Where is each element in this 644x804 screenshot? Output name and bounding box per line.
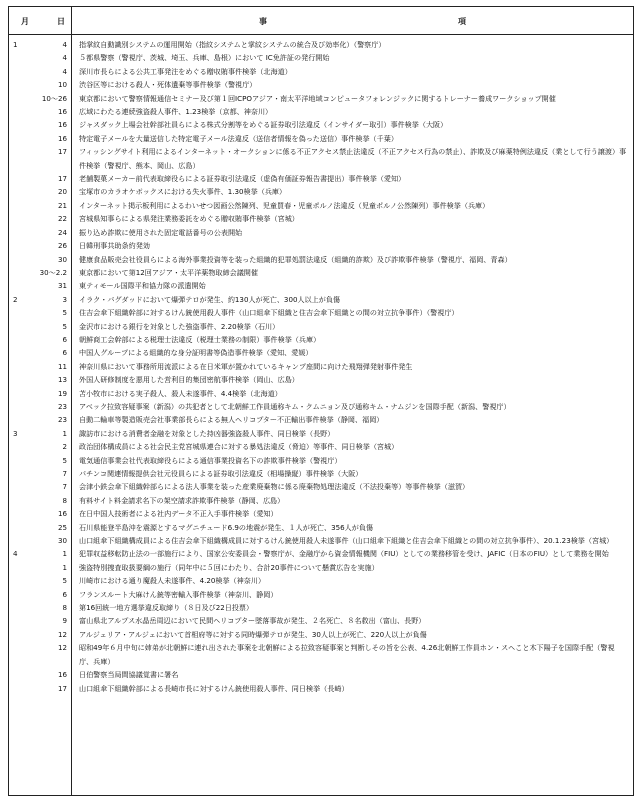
table-row bbox=[9, 427, 633, 440]
table-row bbox=[9, 145, 633, 172]
day-cell: 6 bbox=[62, 334, 67, 344]
table-row bbox=[9, 494, 633, 507]
event-cell: 自動二輪車等製造販売会社事業部長らによる無人ヘリコプター不正輸出事件検挙（静岡、福岡） bbox=[79, 415, 384, 425]
table-row bbox=[9, 668, 633, 681]
day-cell: 13 bbox=[57, 375, 67, 385]
event-cell: 川崎市における通り魔殺人未遂事件、4.20検挙（神奈川） bbox=[79, 576, 266, 586]
table-row bbox=[9, 480, 633, 493]
day-cell: 12 bbox=[57, 643, 67, 653]
event-cell: 住吉会傘下組織幹部に対するけん銃使用殺人事件（山口組傘下組織と住吉会傘下組織との間の対立抗争事件）（警視庁） bbox=[79, 308, 459, 318]
table-row bbox=[9, 172, 633, 185]
day-cell: 16 bbox=[57, 509, 67, 519]
table-row bbox=[9, 588, 633, 601]
event-cell: 健康食品販売会社役員らによる海外事業投資等を装った組織的犯罪処罰法違反（組織的詐欺）及び詐欺事件検挙（警視庁、福岡、青森） bbox=[79, 254, 512, 264]
event-cell: 政治団体構成員による社会民主党宮城県連合に対する暴処法違反（脅迫）等事件、同日検挙（宮城） bbox=[79, 442, 399, 452]
event-cell: 富山県北アルプス水晶岳周辺において民間ヘリコプター墜落事故が発生、２名死亡、８名救出（富山、長野） bbox=[79, 616, 426, 626]
table-header bbox=[9, 7, 633, 35]
event-cell: 東京都において警察情報通信セミナー及び第１回ICPOアジア・南太平洋地域コンピュータフォレンジックに関するトレーナー養成ワークショップ開催 bbox=[79, 93, 556, 103]
event-cell: 振り込め詐欺に使用された固定電話番号の公表開始 bbox=[79, 227, 243, 237]
table-row bbox=[9, 467, 633, 480]
day-cell: 2 bbox=[62, 442, 67, 452]
table-row bbox=[9, 185, 633, 198]
table-row bbox=[9, 92, 633, 105]
table-row bbox=[9, 601, 633, 614]
table-row bbox=[9, 51, 633, 64]
day-cell: 23 bbox=[57, 415, 67, 425]
event-cell: 有料サイト料金請求名下の架空請求詐欺事件検挙（静岡、広島） bbox=[79, 495, 285, 505]
day-cell: 16 bbox=[57, 107, 67, 117]
table-row bbox=[9, 521, 633, 534]
month-cell: 2 bbox=[13, 294, 18, 304]
day-cell: 6 bbox=[62, 348, 67, 358]
event-cell: インターネット掲示板利用によるわいせつ図画公然陳列、児童買春・児童ポルノ法違反（児童ポルノ公然陳列）事件検挙（兵庫） bbox=[79, 200, 490, 210]
table-row bbox=[9, 333, 633, 346]
table-row bbox=[9, 561, 633, 574]
day-cell: 5 bbox=[62, 455, 67, 465]
event-cell: 強盗特別捜査取扱要綱の施行（同年中に５回にわたり、合計20事件について懸賞広告を実施） bbox=[79, 562, 379, 572]
day-cell: 12 bbox=[57, 629, 67, 639]
table-row bbox=[9, 454, 633, 467]
event-cell: 石川県能登半島沖を震源とするマグニチュード6.9の地震が発生、１人が死亡、356人が負傷 bbox=[79, 522, 374, 532]
header-day: 日 bbox=[57, 17, 65, 26]
event-cell: 朝鮮商工会幹部による税理士法違反（税理士業務の制限）事件検挙（兵庫） bbox=[79, 334, 321, 344]
table-row bbox=[9, 239, 633, 252]
day-cell: 7 bbox=[62, 482, 67, 492]
event-cell: 山口組傘下組織幹部による長崎市長に対するけん銃使用殺人事件、同日検挙（長崎） bbox=[79, 683, 349, 693]
day-cell: 17 bbox=[57, 174, 67, 184]
day-cell: 3 bbox=[62, 294, 67, 304]
table-row bbox=[9, 360, 633, 373]
month-cell: 4 bbox=[13, 549, 18, 559]
table-row bbox=[9, 413, 633, 426]
header-month: 月 bbox=[21, 17, 29, 26]
table-row bbox=[9, 266, 633, 279]
event-cell: 指掌紋自動識別システムの運用開始（指紋システムと掌紋システムの統合及び効率化）（警察庁） bbox=[79, 40, 386, 49]
chronology-table bbox=[8, 6, 634, 796]
day-cell: 11 bbox=[57, 361, 67, 371]
event-cell: 渋谷区等における殺人・死体遺棄等事件検挙（警視庁） bbox=[79, 80, 257, 90]
table-row bbox=[9, 253, 633, 266]
event-cell: 神奈川県において事務所用流派による在日米軍が置かれているキャンプ座間に向けた飛翔弾発射事件発生 bbox=[79, 361, 413, 371]
day-cell: 25 bbox=[57, 522, 67, 532]
header-event-1: 事 bbox=[259, 17, 267, 26]
day-cell: 5 bbox=[62, 576, 67, 586]
table-row bbox=[9, 132, 633, 145]
event-cell: 苫小牧市における実子殺人、殺人未遂事件、4.4検挙（北海道） bbox=[79, 388, 282, 398]
table-row bbox=[9, 614, 633, 627]
event-cell: 特定電子メールを大量送信した特定電子メール法違反（送信者情報を偽った送信）事件検挙（千葉） bbox=[79, 133, 398, 143]
table-row bbox=[9, 38, 633, 51]
table-row bbox=[9, 547, 633, 560]
day-cell: 9 bbox=[62, 616, 67, 626]
event-cell: フランスルート大麻けん銃等密輸入事件検挙（神奈川、静岡） bbox=[79, 589, 278, 599]
event-cell: 老舗製菓メーカー前代表取締役らによる証券取引法違反（虚偽有価証券報告書提出）事件検挙（愛知） bbox=[79, 174, 406, 184]
event-cell: 深川市長らによる公共工事発注をめぐる贈収賄事件検挙（北海道） bbox=[79, 66, 292, 76]
day-cell: 10～26 bbox=[41, 93, 67, 103]
table-row bbox=[9, 387, 633, 400]
day-cell: 22 bbox=[57, 214, 67, 224]
header-event-2: 項 bbox=[458, 17, 466, 26]
table-row bbox=[9, 65, 633, 78]
day-cell: 5 bbox=[62, 308, 67, 318]
event-cell: 中国人グループによる組織的な身分証明書等偽造事件検挙（愛知、愛媛） bbox=[79, 348, 313, 358]
event-cell: ５都県警察（警視庁、茨城、埼玉、兵庫、島根）において IC免許証の発行開始 bbox=[79, 53, 330, 63]
event-cell: 諏訪市における消費者金融を対象とした持凶器強盗殺人事件、同日検挙（長野） bbox=[79, 428, 335, 438]
table-body bbox=[9, 38, 633, 695]
day-cell: 1 bbox=[62, 428, 67, 438]
table-row bbox=[9, 118, 633, 131]
table-row bbox=[9, 507, 633, 520]
event-cell: 日伯警察当局間協議覚書に署名 bbox=[79, 670, 179, 680]
day-cell: 16 bbox=[57, 670, 67, 680]
event-cell: 昭和49年６月中旬に姉弟が北朝鮮に連れ出された事案を北朝鮮による拉致容疑事案と判断しその旨を公表、4.26北朝鮮工作員ホン・スヘこと木下陽子を国際手配（警視庁、兵庫） bbox=[79, 643, 615, 666]
event-cell: 外国人研修制度を悪用した営利目的集団密航事件検挙（岡山、広島） bbox=[79, 375, 299, 385]
day-cell: 17 bbox=[57, 147, 67, 157]
table-row bbox=[9, 199, 633, 212]
table-row bbox=[9, 78, 633, 91]
day-cell: 20 bbox=[57, 187, 67, 197]
day-cell: 8 bbox=[62, 495, 67, 505]
month-cell: 3 bbox=[13, 428, 18, 438]
event-cell: アベック拉致容疑事案（新潟）の共犯者として北朝鮮工作員通称キム・クムニョン及び通称キム・ナムジンを国際手配（新潟、警視庁） bbox=[79, 401, 511, 411]
day-cell: 19 bbox=[57, 388, 67, 398]
table-row bbox=[9, 293, 633, 306]
day-cell: 6 bbox=[62, 589, 67, 599]
day-cell: 30 bbox=[57, 536, 67, 546]
event-cell: イラク・バグダッドにおいて爆弾テロが発生、約130人が死亡、300人以上が負傷 bbox=[79, 294, 341, 304]
event-cell: 広域にわたる連続強盗殺人事件、1.23検挙（京都、神奈川） bbox=[79, 107, 273, 117]
table-row bbox=[9, 320, 633, 333]
event-cell: 東京都において第12回アジア・太平洋薬物取締会議開催 bbox=[79, 267, 258, 277]
table-row bbox=[9, 682, 633, 695]
day-cell: 4 bbox=[62, 53, 67, 63]
table-row bbox=[9, 628, 633, 641]
day-cell: 17 bbox=[57, 683, 67, 693]
event-cell: 山口組傘下組織構成員による住吉会傘下組織構成員に対するけん銃使用殺人未遂事件（山口組傘下組織と住吉会傘下組織との間の対立抗争事件）、20.1.23検挙（宮城） bbox=[79, 536, 614, 546]
table-row bbox=[9, 373, 633, 386]
table-row bbox=[9, 574, 633, 587]
event-cell: 第16回統一地方選挙違反取締り（８日及び22日投票） bbox=[79, 603, 254, 613]
table-row bbox=[9, 534, 633, 547]
month-cell: 1 bbox=[13, 40, 18, 49]
table-row bbox=[9, 306, 633, 319]
table-row bbox=[9, 105, 633, 118]
day-cell: 21 bbox=[57, 200, 67, 210]
day-cell: 26 bbox=[57, 241, 67, 251]
event-cell: アルジェリア・アルジェにおいて首相府等に対する同時爆弾テロが発生、30人以上が死亡、220人以上が負傷 bbox=[79, 629, 427, 639]
table-row bbox=[9, 400, 633, 413]
day-cell: 8 bbox=[62, 603, 67, 613]
table-row bbox=[9, 440, 633, 453]
table-row bbox=[9, 641, 633, 668]
day-cell: 4 bbox=[62, 66, 67, 76]
event-cell: 会津小鉄会傘下組織幹部らによる法人事業を装った産業廃棄物に係る廃棄物処理法違反（不法投棄等）等事件検挙（滋賀） bbox=[79, 482, 470, 492]
day-cell: 30～2.2 bbox=[39, 267, 67, 277]
event-cell: 電気通信事業会社代表取締役らによる通信事業投資名下の詐欺事件検挙（警視庁） bbox=[79, 455, 342, 465]
day-cell: 4 bbox=[62, 40, 67, 49]
day-cell: 1 bbox=[62, 562, 67, 572]
table-row bbox=[9, 279, 633, 292]
event-cell: 宝塚市のカラオケボックスにおける失火事件、1.30検挙（兵庫） bbox=[79, 187, 287, 197]
event-cell: 在日中国人技術者による社内データ不正入手事件検挙（愛知） bbox=[79, 509, 278, 519]
day-cell: 31 bbox=[57, 281, 67, 291]
event-cell: 犯罪収益移転防止法の一部施行により、国家公安委員会・警察庁が、金融庁から資金情報機関（FIU）としての業務移管を受け、JAFIC（日本のFIU）として業務を開始 bbox=[79, 549, 609, 559]
day-cell: 16 bbox=[57, 133, 67, 143]
event-cell: 金沢市における銀行を対象とした強盗事件、2.20検挙（石川） bbox=[79, 321, 280, 331]
table-row bbox=[9, 346, 633, 359]
table-row bbox=[9, 212, 633, 225]
day-cell: 1 bbox=[62, 549, 67, 559]
event-cell: ジャスダック上場会社幹部社員らによる株式分割等をめぐる証券取引法違反（インサイダー取引）事件検挙（大阪） bbox=[79, 120, 448, 130]
day-cell: 24 bbox=[57, 227, 67, 237]
day-cell: 16 bbox=[57, 120, 67, 130]
table-row bbox=[9, 226, 633, 239]
event-cell: パチンコ関連情報提供会社元役員らによる証券取引法違反（相場操縦）事件検挙（大阪） bbox=[79, 469, 363, 478]
event-cell: 東ティモール国際平和協力隊の派遣開始 bbox=[79, 281, 206, 291]
day-cell: 23 bbox=[57, 401, 67, 411]
event-cell: 宮城県知事らによる県発注業務委託をめぐる贈収賄事件検挙（宮城） bbox=[79, 214, 299, 224]
day-cell: 7 bbox=[62, 469, 67, 478]
day-cell: 30 bbox=[57, 254, 67, 264]
day-cell: 10 bbox=[57, 80, 67, 90]
event-cell: 日韓刑事共助条約発効 bbox=[79, 241, 150, 251]
event-cell: フィッシングサイト利用によるインターネット・オークションに係る不正アクセス禁止法違反（不正アクセス行為の禁止）、詐欺及び麻薬特例法違反（業として行う譲渡）事件検挙（警視庁、熊本、岡山、広島） bbox=[79, 147, 627, 170]
day-cell: 5 bbox=[62, 321, 67, 331]
